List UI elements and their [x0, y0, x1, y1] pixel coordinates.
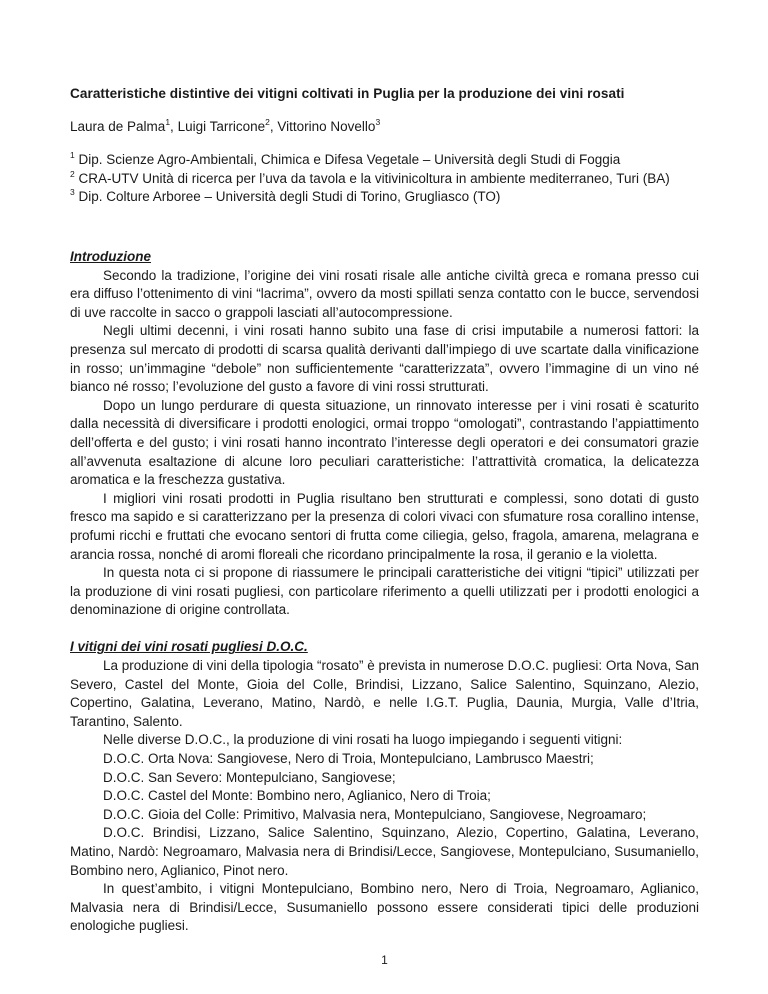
paragraph: La produzione di vini della tipologia “rosato” è prevista in numerose D.O.C. pugliesi: Orta Nova, San Severo, Castel del Monte, Gioia del Colle, Brindisi, Lizzano, Salice Salentino, Squinzano, Alezio, Copertino, Galatina, Leverano, Matino, Nardò, e nelle I.G.T. Puglia, Daunia, Murgia, Valle d’Itria, Tarantino, Salento.	[70, 658, 699, 729]
author-name: Vittorino Novello	[277, 119, 376, 134]
affiliation-text: Dip. Scienze Agro-Ambientali, Chimica e Difesa Vegetale – Università degli Studi di Foggia	[74, 152, 621, 167]
paragraph: In questa nota ci si propone di riassumere le principali caratteristiche dei vitigni “tipici” utilizzati per la produzione di vini rosati pugliesi, con particolare riferimento a quelli utilizzati per i prodotti enologici a denominazione di origine controllata.	[70, 565, 699, 618]
doc-vine-list-item: D.O.C. San Severo: Montepulciano, Sangiovese;	[103, 769, 396, 785]
author-name: Luigi Tarricone	[177, 119, 266, 134]
author-affiliation-marker: 1	[165, 117, 171, 127]
affiliation-list	[70, 151, 699, 207]
affiliation-text: Dip. Colture Arboree – Università degli Studi di Torino, Grugliasco (TO)	[74, 189, 501, 204]
section-spacer	[70, 620, 699, 639]
affiliation-text: CRA-UTV Unità di ricerca per l’uva da tavola e la vitivinicoltura in ambiente mediterraneo, Turi (BA)	[74, 170, 670, 186]
section-heading: I vitigni dei vini rosati pugliesi D.O.C.	[70, 639, 308, 655]
affiliation-number: 2	[70, 168, 75, 179]
paragraph: I migliori vini rosati prodotti in Puglia risultano ben strutturati e complessi, sono dotati di gusto fresco ma sapido e si caratterizzano per la presenza di colori vivaci con sfumature rosa corallino intense, profumi ricchi e fruttati che evocano sentori di frutta come ciliegia, gelso, fragola, amarena, melagrana e arancia rossa, nonché di aromi floreali che ricordano principalmente la rosa, il geranio e la violetta.	[70, 490, 699, 562]
affiliation-number: 1	[70, 150, 75, 160]
document-body	[70, 248, 699, 936]
doc-vine-list-item: D.O.C. Brindisi, Lizzano, Salice Salentino, Squinzano, Alezio, Copertino, Galatina, Leverano, Matino, Nardò: Negroamaro, Malvasia nera di Brindisi/Lecce, Sangiovese, Montepulciano, Susumaniello, Bombino nero, Aglianico, Pinot nero.	[70, 825, 699, 878]
author-separator: ,	[170, 119, 178, 134]
paragraph: Nelle diverse D.O.C., la produzione di vini rosati ha luogo impiegando i seguenti vitigni:	[103, 732, 623, 748]
document-title: Caratteristiche distintive dei vitigni coltivati in Puglia per la produzione dei vini rosati	[70, 86, 625, 101]
doc-vine-list-item: D.O.C. Orta Nova: Sangiovese, Nero di Troia, Montepulciano, Lambrusco Maestri;	[103, 751, 594, 767]
affiliation-number: 3	[70, 187, 75, 197]
author-separator: ,	[269, 119, 278, 134]
paragraph: Secondo la tradizione, l’origine dei vini rosati risale alle antiche civiltà greca e romana presso cui era diffuso l’ottenimento di vini “lacrima”, ovvero da mosti spillati senza contatto con le bucce, servendosi di uve raccolte in sacco o grappoli lasciati all’autocompressione.	[70, 267, 699, 320]
doc-vine-list-item: D.O.C. Gioia del Colle: Primitivo, Malvasia nera, Montepulciano, Sangiovese, Negroamaro;	[103, 806, 647, 822]
author-list	[70, 119, 380, 134]
section-heading: Introduzione	[70, 249, 151, 264]
paragraph: In quest’ambito, i vitigni Montepulciano, Bombino nero, Nero di Troia, Negroamaro, Aglianico, Malvasia nera di Brindisi/Lecce, Susumaniello possono essere considerati tipici delle produzioni enologiche pugliesi.	[70, 881, 699, 934]
author-name: Laura de Palma	[70, 119, 166, 134]
doc-vine-list-item: D.O.C. Castel del Monte: Bombino nero, Aglianico, Nero di Troia;	[103, 788, 491, 804]
paragraph: Negli ultimi decenni, i vini rosati hanno subito una fase di crisi imputabile a numerosi fattori: la presenza sul mercato di prodotti di scarsa qualità derivanti dall’impiego di uve scartate dalla vinificazione in rosso; un’immagine “debole” non sufficientemente “caratterizzata”, ovvero l’immagine di un vino né bianco né rosso; l’evoluzione del gusto a favore di vini rossi strutturati.	[70, 323, 699, 395]
paragraph: Dopo un lungo perdurare di questa situazione, un rinnovato interesse per i vini rosati è scaturito dalla necessità di diversificare i prodotti enologici, ormai troppo “omologati”, contrastando l’appiattimento dell’offerta e del gusto; i vini rosati hanno incontrato l’interesse degli operatori e dei consumatori grazie all’avvenuta esaltazione di alcune loro peculiari caratteristiche: l’attrattività cromatica, la delicatezza aromatica e la freschezza gustativa.	[70, 397, 699, 488]
affiliation	[70, 151, 699, 170]
affiliation	[70, 188, 699, 207]
author-affiliation-marker: 2	[265, 117, 270, 127]
affiliation	[70, 170, 699, 189]
page-number: 1	[381, 953, 388, 967]
document-page	[70, 0, 699, 994]
author-affiliation-marker: 3	[375, 117, 381, 127]
